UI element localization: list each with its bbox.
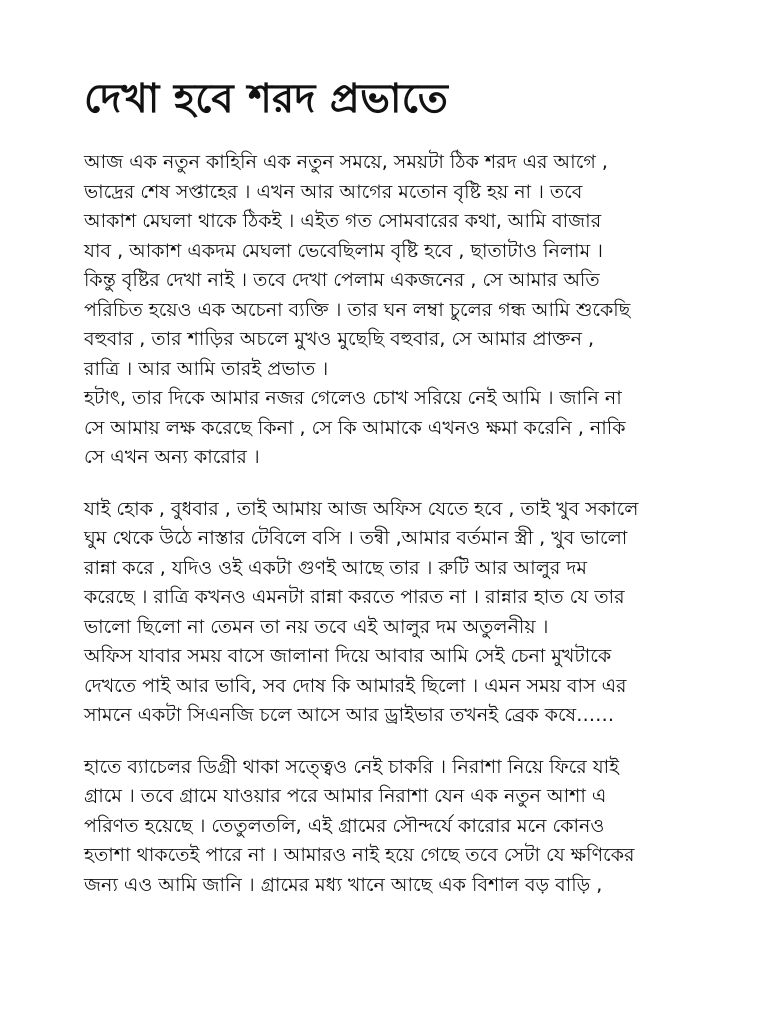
text-line: অফিস যাবার সময় বাসে জালানা দিয়ে আবার আমি সেই চেনা মুখটাকে: [84, 645, 612, 667]
paragraph-2: [84, 495, 694, 731]
text-line: সামনে একটা সিএনজি চলে আসে আর ড্রাইভার তখনই ব্রেক কষে……: [84, 704, 615, 726]
text-line: যাব , আকাশ একদম মেঘলা ভেবেছিলাম বৃষ্টি হবে , ছাতাটাও নিলাম ।: [84, 239, 603, 262]
text-line: সে এখন অন্য কারোর ।: [84, 446, 260, 468]
text-line: করেছে । রাত্রি কখনও এমনটা রান্না করতে পারত না । রান্নার হাত যে তার: [84, 586, 625, 608]
text-line: আজ এক নতুন কাহিনি এক নতুন সময়ে, সময়টা ঠিক শরদ এর আগে ,: [84, 151, 608, 173]
text-line: ভাদ্রের শেষ সপ্তাহের । এখন আর আগের মতোন বৃষ্টি হয় না । তবে: [84, 180, 583, 203]
text-line: আকাশ মেঘলা থাকে ঠিকই । এইত গত সোমবারের কথা, আমি বাজার: [84, 210, 602, 232]
text-line: জন্য এও আমি জানি । গ্রামের মধ্য খানে আছে এক বিশাল বড় বাড়ি ,: [84, 873, 603, 896]
text-line: রান্না করে , যদিও ওই একটা গুণই আছে তার । রুটি আর আলুর দম: [84, 556, 587, 579]
text-line: বহুবার , তার শাড়ির অচলে মুখও মুছেছি বহুবার, সে আমার প্রাক্তন ,: [84, 328, 595, 350]
paragraph-3: [84, 753, 694, 901]
text-line: গ্রামে । তবে গ্রামে যাওয়ার পরে আমার নিরাশা যেন এক নতুন আশা এ: [84, 785, 607, 807]
text-line: ঘুম থেকে উঠে নাস্তার টেবিলে বসি । তন্বী ,আমার বর্তমান স্ত্রী , খুব ভালো: [84, 527, 628, 549]
text-line: দেখতে পাই আর ভাবি, সব দোষ কি আমারই ছিলো । এমন সময় বাস এর: [84, 674, 627, 697]
text-line: রাত্রি । আর আমি তারই প্রভাত ।: [84, 357, 329, 380]
text-line: হতাশা থাকতেই পারে না । আমারও নাই হয়ে গেছে তবে সেটা যে ক্ষণিকের: [84, 844, 635, 866]
text-line: হাতে ব্যাচেলর ডিগ্রী থাকা সত্ত্বেও নেই চাকরি । নিরাশা নিয়ে ফিরে যাই: [84, 755, 620, 778]
text-line: সে আমায় লক্ষ করেছে কিনা , সে কি আমাকে এখনও ক্ষমা করেনি , নাকি: [84, 416, 626, 439]
text-line: ভালো ছিলো না তেমন তা নয় তবে এই আলুর দম অতুলনীয় ।: [84, 615, 549, 638]
text-line: হটাৎ, তার দিকে আমার নজর গেলেও চোখ সরিয়ে নেই আমি । জানি না: [84, 387, 622, 409]
document-title: দেখা হবে শরদ প্রভাতে: [84, 76, 449, 122]
document-page: [84, 70, 694, 922]
text-line: কিন্তু বৃষ্টির দেখা নাই । তবে দেখা পেলাম একজনের , সে আমার অতি: [84, 269, 600, 291]
text-line: যাই হোক , বুধবার , তাই আমায় আজ অফিস যেতে হবে , তাই খুব সকালে: [84, 497, 639, 520]
paragraph-1: [84, 148, 694, 473]
text-line: পরিচিত হয়েও এক অচেনা ব্যক্তি । তার ঘন লম্বা চুলের গন্ধ আমি শুকেছি: [84, 298, 631, 321]
text-line: পরিণত হয়েছে । তেতুলতলি, এই গ্রামের সৌন্দর্যে কারোর মনে কোনও: [84, 814, 605, 837]
